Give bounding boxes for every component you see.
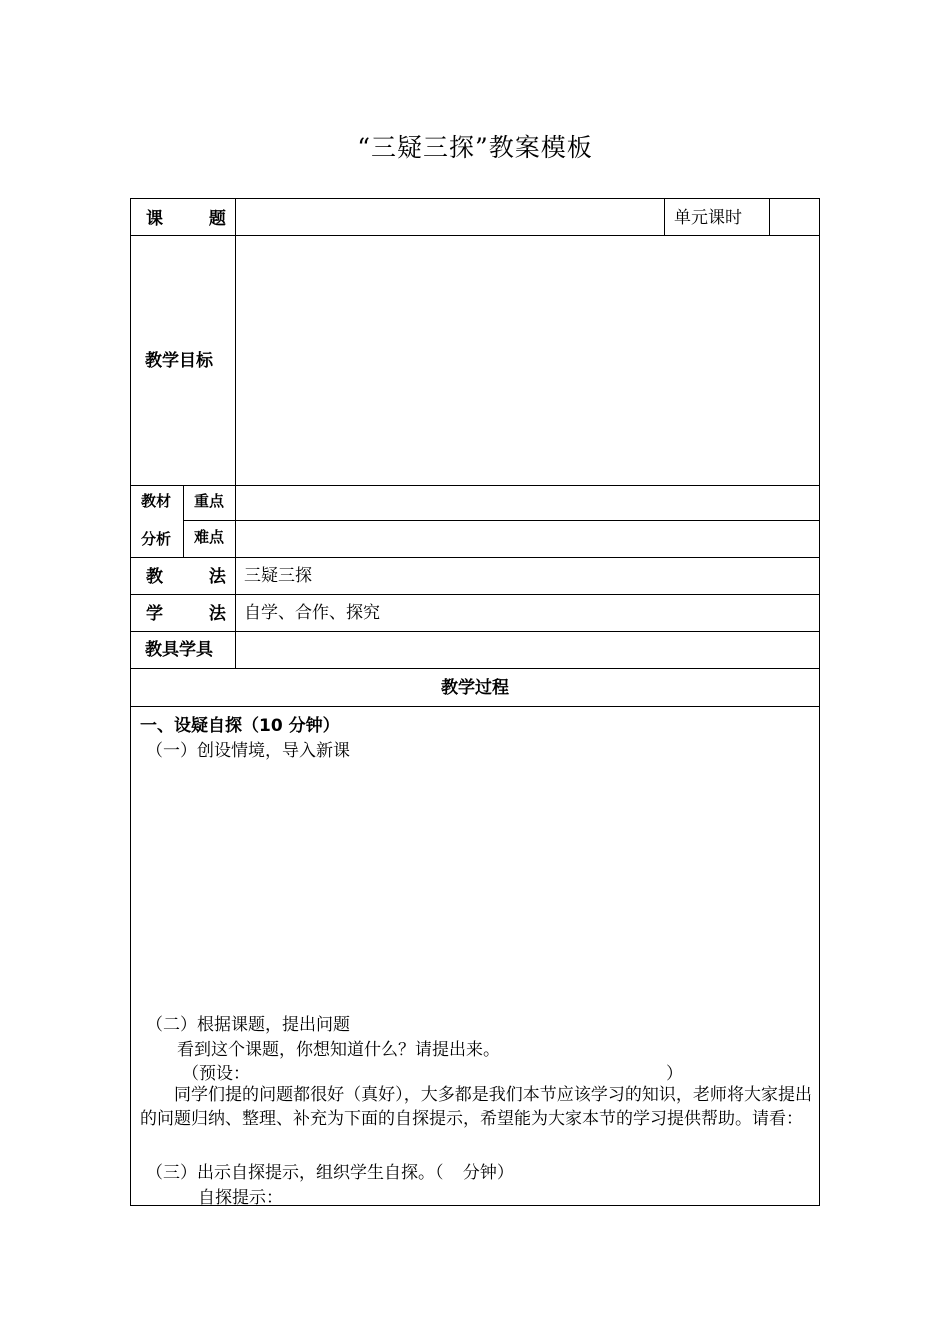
- key-point-value[interactable]: [240, 488, 815, 518]
- table-row-line: [130, 235, 820, 236]
- objectives-value[interactable]: [240, 240, 815, 480]
- learning-method-value: 自学、合作、探究: [244, 603, 380, 623]
- teaching-method-label: 教 法: [146, 567, 226, 587]
- unit-hours-value[interactable]: [772, 200, 816, 233]
- table-border-left: [130, 198, 131, 1206]
- difficulty-label: 难点: [194, 528, 225, 546]
- step3-heading: （三）出示自探提示，组织学生自探。（ 分钟）: [146, 1163, 514, 1183]
- step1-heading: （一）创设情境，导入新课: [146, 741, 350, 761]
- teaching-method-value: 三疑三探: [244, 566, 312, 586]
- table-col-line: [235, 198, 236, 669]
- preset-open: （预设：: [182, 1064, 250, 1084]
- table-row-line: [130, 631, 820, 632]
- table-row-line: [130, 706, 820, 707]
- key-point-label: 重点: [194, 492, 225, 510]
- self-explore-hint: 自探提示：: [198, 1188, 283, 1208]
- table-row-line: [130, 485, 820, 486]
- process-header: 教学过程: [441, 678, 509, 698]
- table-row-line: [130, 557, 820, 558]
- table-row-line: [130, 594, 820, 595]
- learning-method-label: 学 法: [146, 604, 226, 624]
- summary-paragraph: 同学们提的问题都很好（真好），大多都是我们本节应该学习的知识，老师将大家提出的问题归纳、整理、补充为下面的自探提示，希望能为大家本节的学习提供帮助。请看：: [140, 1085, 812, 1129]
- table-border-top: [130, 198, 820, 199]
- table-row-line: [183, 520, 820, 521]
- analysis-label-bottom: 分析: [141, 530, 172, 548]
- topic-value[interactable]: [240, 200, 660, 233]
- step2-heading: （二）根据课题，提出问题: [146, 1015, 350, 1035]
- topic-label: 课 题: [146, 209, 226, 229]
- tools-label: 教具学具: [145, 640, 213, 660]
- preset-close: ）: [666, 1064, 683, 1084]
- objectives-label: 教学目标: [145, 351, 213, 371]
- section1-heading: 一、设疑自探（10 分钟）: [140, 716, 340, 736]
- unit-hours-label: 单元课时: [674, 208, 742, 228]
- document-title: “三疑三探”教案模板: [357, 133, 593, 162]
- analysis-label-top: 教材: [141, 492, 172, 510]
- difficulty-value[interactable]: [240, 523, 815, 555]
- table-col-line: [664, 198, 665, 236]
- table-row-line: [130, 668, 820, 669]
- tools-value[interactable]: [240, 634, 815, 666]
- step2-prompt: 看到这个课题，你想知道什么？请提出来。: [177, 1040, 500, 1060]
- table-col-line: [769, 198, 770, 236]
- table-col-line: [183, 485, 184, 558]
- table-border-right: [819, 198, 820, 1206]
